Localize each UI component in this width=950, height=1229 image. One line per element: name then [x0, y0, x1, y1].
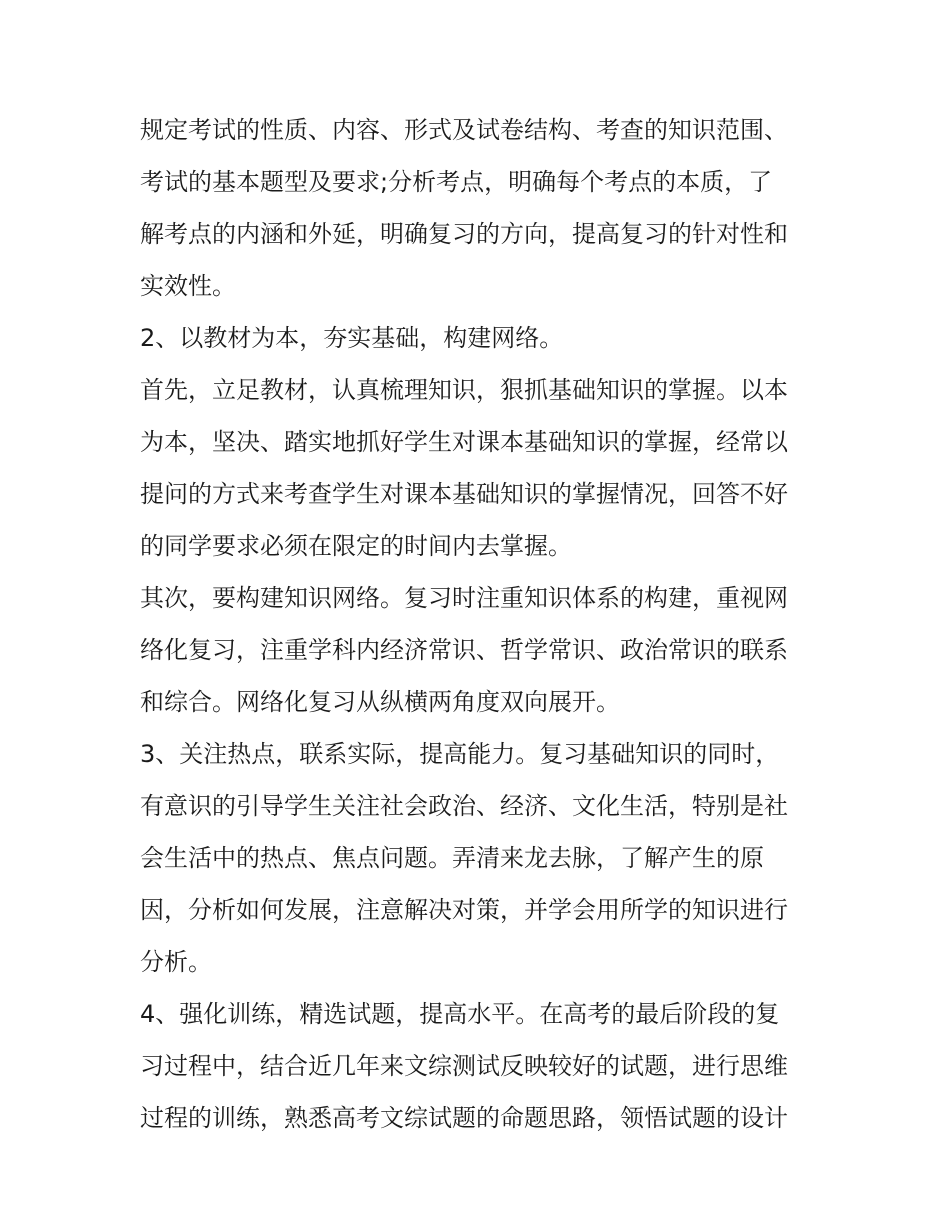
text-line-1: 规定考试的性质、内容、形式及试卷结构、考查的知识范围、: [140, 116, 788, 144]
section-heading-3: 3、关注热点，联系实际，提高能力。复习基础知识的同时，: [140, 740, 780, 768]
text-line-9: 的同学要求必须在限定的时间内去掌握。: [140, 532, 572, 560]
text-line-20: 过程的训练，熟悉高考文综试题的命题思路，领悟试题的设计: [140, 1104, 788, 1132]
text-line-12: 和综合。网络化复习从纵横两角度双向展开。: [140, 688, 620, 716]
text-line-2: 考试的基本题型及要求;分析考点，明确每个考点的本质，了: [140, 168, 773, 196]
text-line-7: 为本，坚决、踏实地抓好学生对课本基础知识的掌握，经常以: [140, 428, 788, 456]
document-body: [140, 104, 812, 1144]
text-line-17: 分析。: [140, 948, 212, 976]
text-line-6: 首先，立足教材，认真梳理知识，狠抓基础知识的掌握。以本: [140, 376, 788, 404]
text-line-3: 解考点的内涵和外延，明确复习的方向，提高复习的针对性和: [140, 220, 788, 248]
section-heading-4: 4、强化训练，精选试题，提高水平。在高考的最后阶段的复: [140, 1000, 780, 1028]
text-line-10: 其次，要构建知识网络。复习时注重知识体系的构建，重视网: [140, 584, 788, 612]
text-line-19: 习过程中，结合近几年来文综测试反映较好的试题，进行思维: [140, 1052, 788, 1080]
text-line-14: 有意识的引导学生关注社会政治、经济、文化生活，特别是社: [140, 792, 788, 820]
text-line-8: 提问的方式来考查学生对课本基础知识的掌握情况，回答不好: [140, 480, 788, 508]
text-line-4: 实效性。: [140, 272, 236, 300]
text-line-15: 会生活中的热点、焦点问题。弄清来龙去脉，了解产生的原: [140, 844, 764, 872]
section-heading-2: 2、以教材为本，夯实基础，构建网络。: [140, 324, 564, 352]
text-line-11: 络化复习，注重学科内经济常识、哲学常识、政治常识的联系: [140, 636, 788, 664]
text-line-16: 因，分析如何发展，注意解决对策，并学会用所学的知识进行: [140, 896, 788, 924]
